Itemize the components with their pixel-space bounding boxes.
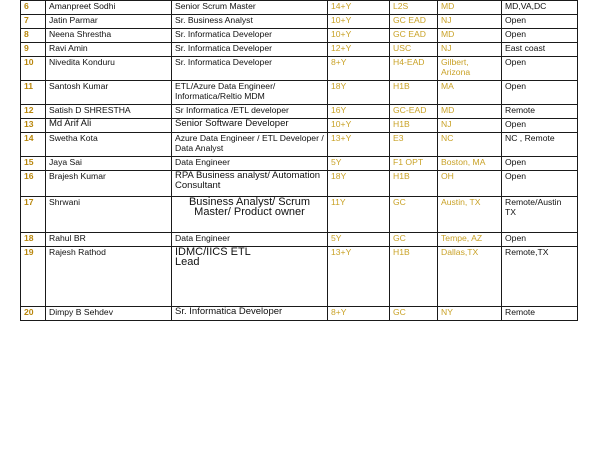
row-number: 9 [21, 43, 46, 57]
relocation-preference: Open [502, 15, 578, 29]
row-number: 16 [21, 171, 46, 197]
visa-status: F1 OPT [390, 157, 438, 171]
relocation-preference: Remote [502, 307, 578, 321]
candidate-role: Data Engineer [172, 233, 328, 247]
relocation-preference: Open [502, 57, 578, 81]
experience: 18Y [328, 171, 390, 197]
table-row [21, 105, 578, 119]
row-number: 19 [21, 247, 46, 307]
candidate-name: Rajesh Rathod [46, 247, 172, 307]
experience: 18Y [328, 81, 390, 105]
candidate-name: Ravi Amin [46, 43, 172, 57]
experience: 10+Y [328, 15, 390, 29]
candidate-name: Amanpreet Sodhi [46, 1, 172, 15]
experience: 5Y [328, 157, 390, 171]
row-number: 15 [21, 157, 46, 171]
row-number: 13 [21, 119, 46, 133]
experience: 10+Y [328, 29, 390, 43]
row-number: 7 [21, 15, 46, 29]
visa-status: GC EAD [390, 29, 438, 43]
visa-status: E3 [390, 133, 438, 157]
candidate-role: Data Engineer [172, 157, 328, 171]
location: MA [438, 81, 502, 105]
visa-status: H1B [390, 171, 438, 197]
candidate-name: Md Arif Ali [46, 119, 172, 133]
experience: 13+Y [328, 247, 390, 307]
candidate-name: Swetha Kota [46, 133, 172, 157]
visa-status: GC [390, 197, 438, 233]
candidate-role: Senior Software Developer [172, 119, 328, 133]
table-row [21, 15, 578, 29]
row-number: 20 [21, 307, 46, 321]
visa-status: H1B [390, 81, 438, 105]
visa-status: GC EAD [390, 15, 438, 29]
table-row [21, 307, 578, 321]
location: NJ [438, 43, 502, 57]
table-row [21, 247, 578, 307]
table-row [21, 43, 578, 57]
visa-status: GC [390, 307, 438, 321]
candidate-name: Jatin Parmar [46, 15, 172, 29]
candidate-role: Sr. Informatica Developer [172, 57, 328, 81]
table-row [21, 29, 578, 43]
candidate-role: Sr. Informatica Developer [172, 43, 328, 57]
location: Tempe, AZ [438, 233, 502, 247]
relocation-preference: NC , Remote [502, 133, 578, 157]
location: Austin, TX [438, 197, 502, 233]
experience: 8+Y [328, 307, 390, 321]
location: NJ [438, 15, 502, 29]
experience: 12+Y [328, 43, 390, 57]
visa-status: USC [390, 43, 438, 57]
relocation-preference: Remote/Austin TX [502, 197, 578, 233]
candidate-name: Shrwani [46, 197, 172, 233]
candidate-name: Brajesh Kumar [46, 171, 172, 197]
row-number: 11 [21, 81, 46, 105]
table-row [21, 171, 578, 197]
table-row [21, 1, 578, 15]
candidate-role: Senior Scrum Master [172, 1, 328, 15]
relocation-preference: Remote,TX [502, 247, 578, 307]
row-number: 17 [21, 197, 46, 233]
location: Dallas,TX [438, 247, 502, 307]
relocation-preference: Remote [502, 105, 578, 119]
table-row [21, 119, 578, 133]
candidates-table [20, 0, 578, 321]
location: OH [438, 171, 502, 197]
table-row [21, 81, 578, 105]
experience: 11Y [328, 197, 390, 233]
relocation-preference: East coast [502, 43, 578, 57]
visa-status: H1B [390, 119, 438, 133]
row-number: 14 [21, 133, 46, 157]
experience: 8+Y [328, 57, 390, 81]
candidate-role: Sr. Informatica Developer [172, 29, 328, 43]
row-number: 8 [21, 29, 46, 43]
location: NJ [438, 119, 502, 133]
row-number: 18 [21, 233, 46, 247]
row-number: 12 [21, 105, 46, 119]
candidate-role: Sr. Business Analyst [172, 15, 328, 29]
location: MD [438, 1, 502, 15]
candidate-name: Santosh Kumar [46, 81, 172, 105]
candidate-name: Dimpy B Sehdev [46, 307, 172, 321]
experience: 16Y [328, 105, 390, 119]
experience: 10+Y [328, 119, 390, 133]
visa-status: GC-EAD [390, 105, 438, 119]
relocation-preference: Open [502, 81, 578, 105]
candidate-role: Sr. Informatica Developer [172, 307, 328, 321]
candidate-name: Nivedita Konduru [46, 57, 172, 81]
visa-status: H1B [390, 247, 438, 307]
candidate-role: Sr Informatica /ETL developer [172, 105, 328, 119]
table-row [21, 197, 578, 233]
candidate-role: IDMC/IICS ETL Lead [172, 247, 328, 307]
candidate-name: Rahul BR [46, 233, 172, 247]
candidate-role: ETL/Azure Data Engineer/ Informatica/Reltio MDM [172, 81, 328, 105]
location: NC [438, 133, 502, 157]
relocation-preference: Open [502, 233, 578, 247]
experience: 14+Y [328, 1, 390, 15]
location: Boston, MA [438, 157, 502, 171]
table-row [21, 157, 578, 171]
experience: 5Y [328, 233, 390, 247]
row-number: 6 [21, 1, 46, 15]
location: Gilbert, Arizona [438, 57, 502, 81]
relocation-preference: MD,VA,DC [502, 1, 578, 15]
relocation-preference: Open [502, 119, 578, 133]
location: MD [438, 29, 502, 43]
relocation-preference: Open [502, 171, 578, 197]
candidate-role: Business Analyst/ Scrum Master/ Product owner [172, 197, 328, 233]
location: NY [438, 307, 502, 321]
relocation-preference: Open [502, 157, 578, 171]
candidate-role: RPA Business analyst/ Automation Consultant [172, 171, 328, 197]
row-number: 10 [21, 57, 46, 81]
candidate-name: Satish D SHRESTHA [46, 105, 172, 119]
candidate-name: Neena Shrestha [46, 29, 172, 43]
visa-status: H4-EAD [390, 57, 438, 81]
table-row [21, 133, 578, 157]
relocation-preference: Open [502, 29, 578, 43]
table-row [21, 57, 578, 81]
table-row [21, 233, 578, 247]
candidate-name: Jaya Sai [46, 157, 172, 171]
experience: 13+Y [328, 133, 390, 157]
candidate-role: Azure Data Engineer / ETL Developer / Data Analyst [172, 133, 328, 157]
location: MD [438, 105, 502, 119]
visa-status: L2S [390, 1, 438, 15]
visa-status: GC [390, 233, 438, 247]
